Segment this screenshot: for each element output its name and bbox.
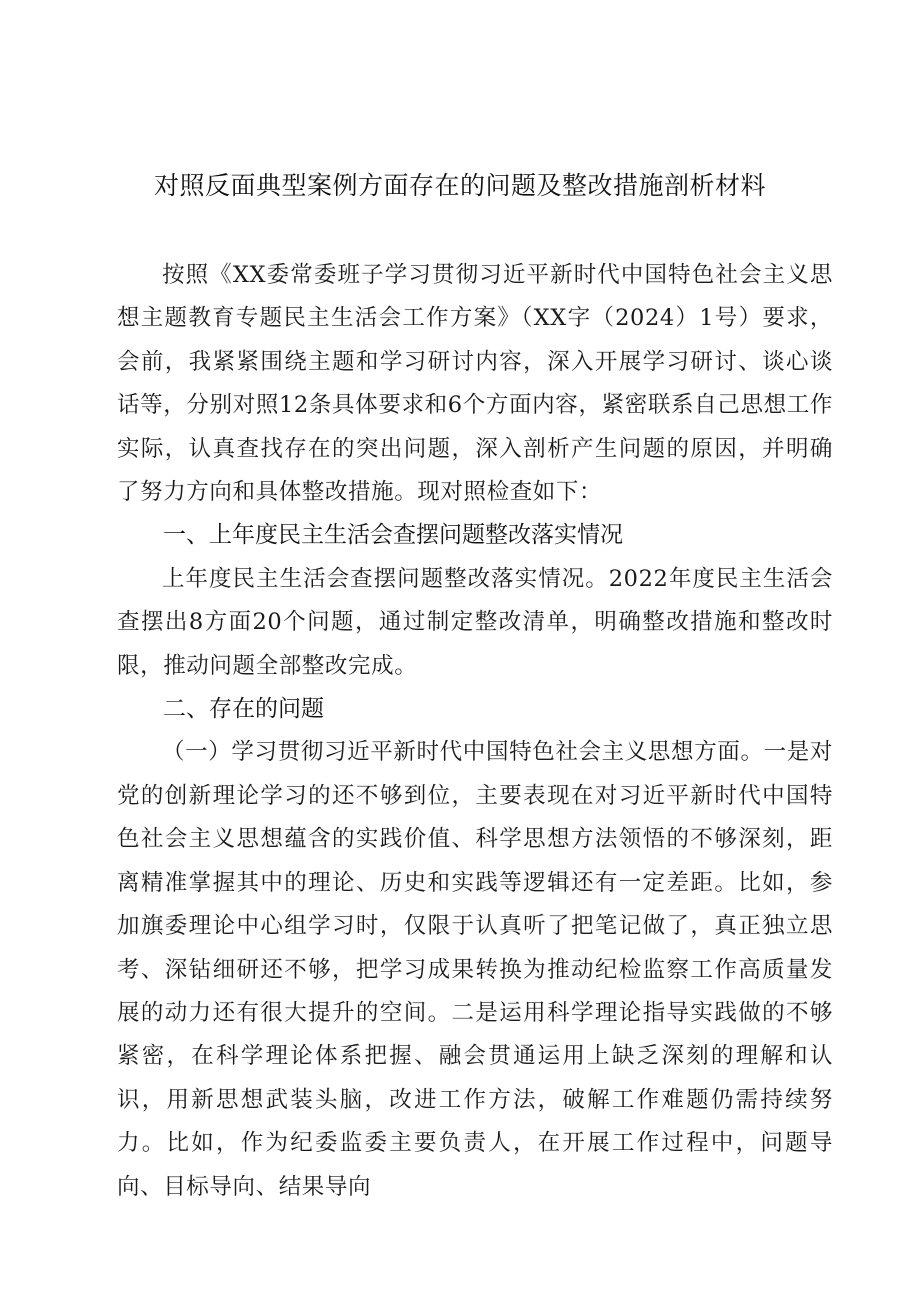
section-1-heading: 一、上年度民主生活会查摆问题整改落实情况 bbox=[163, 522, 623, 549]
document-body bbox=[117, 254, 833, 1209]
intro-paragraph: 按照《XX委常委班子学习贯彻习近平新时代中国特色社会主义思想主题教育专题民主生活会工作方案》（XX字（2024）1号）要求，会前，我紧紧围绕主题和学习研讨内容，深入开展学习研讨、谈心谈话等，分别对照12条具体要求和6个方面内容，紧密联系自己思想工作实际，认真查找存在的突出问题，深入剖析产生问题的原因，并明确了努力方向和具体整改措施。现对照检查如下： bbox=[117, 262, 833, 506]
document-title: 对照反面典型案例方面存在的问题及整改措施剖析材料 bbox=[153, 171, 766, 200]
section-2-heading: 二、存在的问题 bbox=[163, 696, 324, 723]
section-2-paragraph: （一）学习贯彻习近平新时代中国特色社会主义思想方面。一是对党的创新理论学习的还不够到位，主要表现在对习近平新时代中国特色社会主义思想蕴含的实践价值、科学思想方法领悟的不够深刻，距离精准掌握其中的理论、历史和实践等逻辑还有一定差距。比如，参加旗委理论中心组学习时，仅限于认真听了把笔记做了，真正独立思考、深钻细研还不够，把学习成果转换为推动纪检监察工作高质量发展的动力还有很大提升的空间。二是运用科学理论指导实践做的不够紧密，在科学理论体系把握、融会贯通运用上缺乏深刻的理解和认识，用新思想武装头脑，改进工作方法，破解工作难题仍需持续努力。比如，作为纪委监委主要负责人，在开展工作过程中，问题导向、目标导向、结果导向 bbox=[117, 739, 833, 1200]
section-1-paragraph: 上年度民主生活会查摆问题整改落实情况。2022年度民主生活会查摆出8方面20个问题，通过制定整改清单，明确整改措施和整改时限，推动问题全部整改完成。 bbox=[117, 565, 833, 679]
